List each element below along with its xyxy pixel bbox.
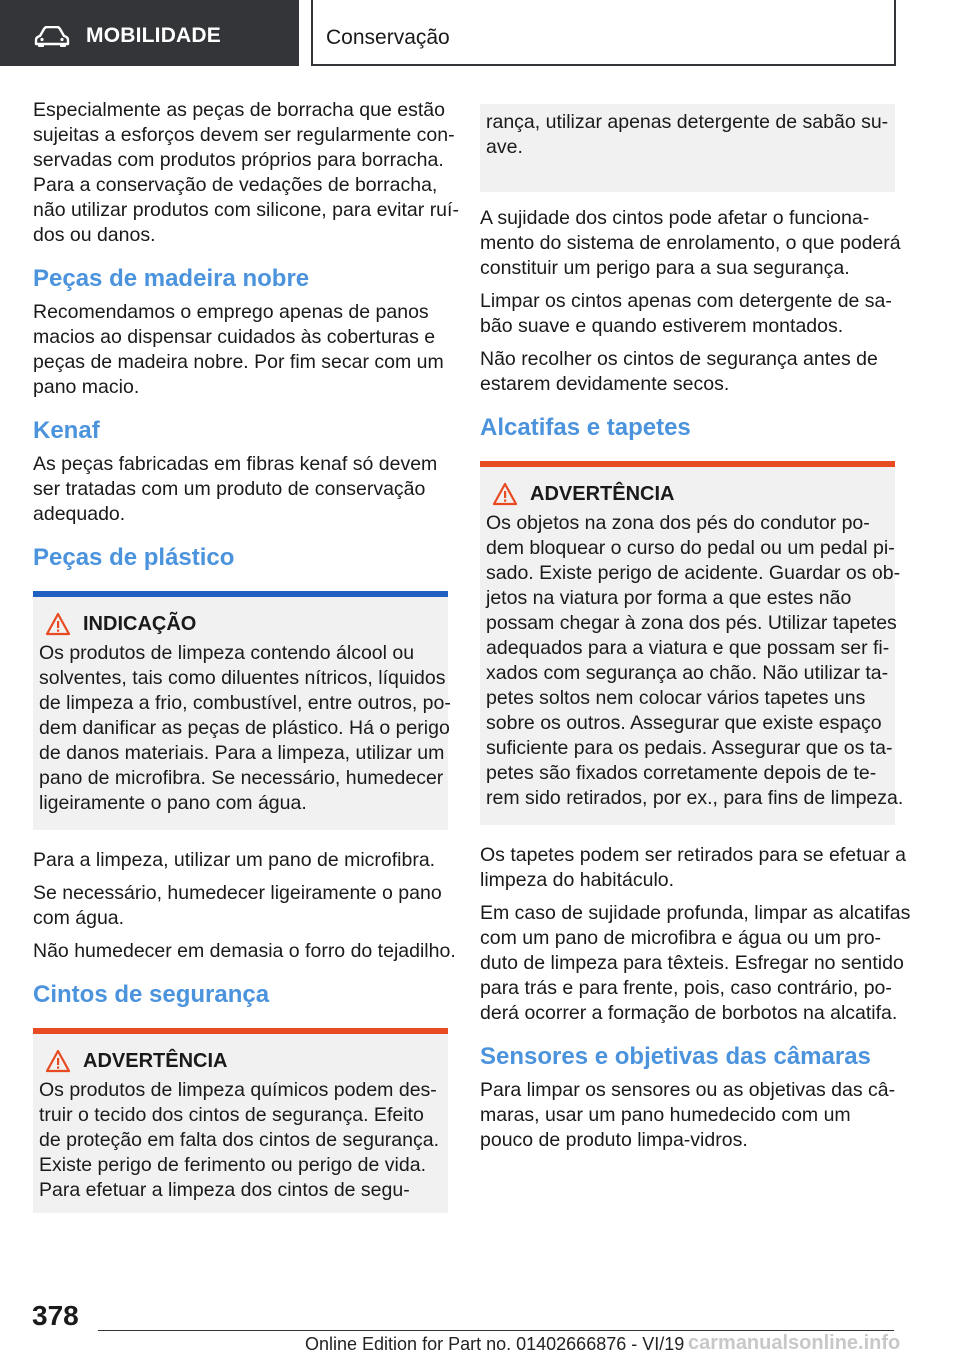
heading-kenaf: Kenaf — [33, 417, 100, 444]
belt-warning-continued — [480, 104, 895, 192]
heading-plastic: Peças de plástico — [33, 544, 235, 571]
notice-box — [33, 597, 451, 830]
footer-edition: Online Edition for Part no. 01402666876 - VI/19 — [305, 1334, 685, 1354]
warning-triangle-icon — [492, 482, 518, 506]
sensors-paragraph: Para limpar os sensores ou as objetivas das câ- maras, usar um pano humedecido com um pouco de produto limpa-vidros. — [480, 1079, 896, 1151]
carpet-warning-box — [480, 467, 904, 825]
notice-title: INDICAÇÃO — [39, 611, 448, 637]
carpet-paragraph-2: Em caso de sujidade profunda, limpar as alcatifas com um pano de microfibra e água ou um pro- duto de limpeza para têxteis. Esfregar no sentido para trás e para frente, pois, caso contrário, po- derá ocorrer a formação de borbotos na alcatifa. — [480, 902, 911, 1024]
heading-carpets: Alcatifas e tapetes — [480, 414, 691, 441]
notice-text: Os produtos de limpeza contendo álcool ou solventes, tais como diluentes nítricos, líquidos de limpeza a frio, combustível, entre outros, po- dem danificar as peças de plástico. Há o perigo de danos materiais. Para a limpeza, utilizar um pano de microfibra. Se necessário, humedecer ligeiramente o pano com água. — [39, 642, 451, 814]
warning-triangle-icon — [45, 1049, 71, 1073]
kenaf-paragraph: As peças fabricadas em fibras kenaf só devem ser tratadas com um produto de conservação adequado. — [33, 453, 438, 525]
page-number: 378 — [32, 1300, 79, 1331]
wood-paragraph: Recomendamos o emprego apenas de panos macios ao dispensar cuidados às coberturas e peças de madeira nobre. Por fim secar com um pano macio. — [33, 301, 444, 398]
carpet-warning-title: ADVERTÊNCIA — [486, 481, 895, 507]
section-tab-label: MOBILIDADE — [86, 24, 221, 47]
plastic-paragraph-3: Não humedecer em demasia o forro do tejadilho. — [33, 940, 456, 962]
chapter-title: Conservação — [326, 26, 450, 49]
belt-paragraph-3: Não recolher os cintos de segurança antes de estarem devidamente secos. — [480, 348, 878, 395]
belt-warning-box — [33, 1034, 448, 1213]
belt-paragraph-1: A sujidade dos cintos pode afetar o funciona- mento do sistema de enrolamento, o que poderá constituir um perigo para a sua segurança. — [480, 207, 901, 279]
plastic-paragraph-2: Se necessário, humedecer ligeiramente o pano com água. — [33, 882, 442, 929]
belt-paragraph-2: Limpar os cintos apenas com detergente de sa- bão suave e quando estiverem montados. — [480, 290, 892, 337]
heading-belts: Cintos de segurança — [33, 981, 270, 1008]
plastic-paragraph-1: Para a limpeza, utilizar um pano de microfibra. — [33, 849, 436, 871]
belt-warning-title: ADVERTÊNCIA — [39, 1048, 448, 1074]
watermark: carmanualsonline.info — [688, 1332, 901, 1354]
left-column — [33, 98, 459, 1213]
car-icon — [34, 26, 70, 48]
belt-warning-text: Os produtos de limpeza químicos podem des- truir o tecido dos cintos de segurança. Efeito de proteção em falta dos cintos de segurança. Existe perigo de ferimento ou perigo de vida. Para efetuar a limpeza dos cintos de segu- — [39, 1079, 439, 1201]
carpet-warning-text: Os objetos na zona dos pés do condutor po- dem bloquear o curso do pedal ou um pedal pi- sado. Existe perigo de acidente. Guardar os ob- jetos na viatura por forma a que estes não possam chegar à zona dos pés. Utilizar tapetes adequados para a viatura e que possam ser fi- xados com segurança ao chão. Não utilizar ta- petes soltos nem colocar vários tapetes uns sobre os outros. Assegurar que existe espaço suficiente para os pedais. Assegurar que os ta- petes são fixados corretamente depois de te- rem sido retirados, por ex., para fins de limpeza. — [486, 512, 904, 809]
footer-rule — [98, 1330, 894, 1331]
heading-sensors: Sensores e objetivas das câmaras — [480, 1043, 871, 1070]
warning-triangle-icon — [45, 612, 71, 636]
belt-warning-continued-text: rança, utilizar apenas detergente de sabão su- ave. — [486, 111, 889, 158]
heading-wood: Peças de madeira nobre — [33, 265, 310, 292]
intro-paragraph: Especialmente as peças de borracha que estão sujeitas a esforços devem ser regularmente con- servadas com produtos próprios para borracha. Para a conservação de vedações de borracha, não utilizar produtos com silicone, para evitar ruí- dos ou danos. — [33, 99, 459, 246]
right-column — [480, 104, 911, 1161]
carpet-paragraph-1: Os tapetes podem ser retirados para se efetuar a limpeza do habitáculo. — [480, 844, 906, 891]
